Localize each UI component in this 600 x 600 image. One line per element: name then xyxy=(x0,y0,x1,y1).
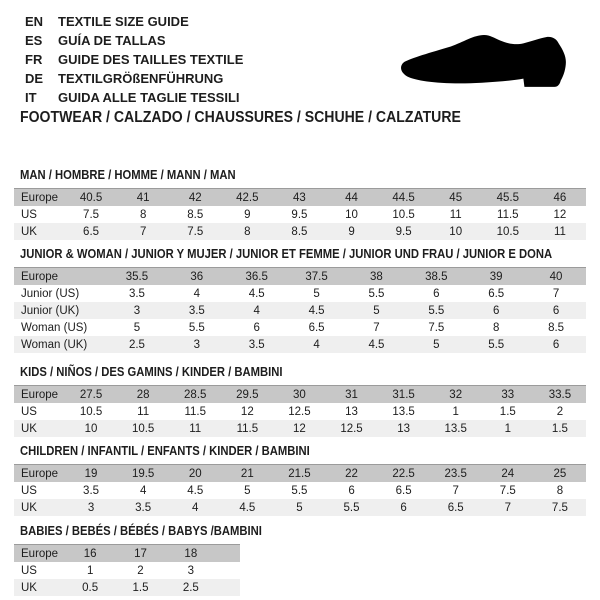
size-value: 38.5 xyxy=(425,270,448,283)
size-table-man xyxy=(14,188,586,240)
size-value: 5 xyxy=(296,501,303,514)
size-value: 8.5 xyxy=(187,208,204,221)
size-table-babies xyxy=(14,544,240,596)
size-value: 27.5 xyxy=(79,388,103,401)
row-label: Europe xyxy=(21,191,59,204)
size-value: 11.5 xyxy=(184,405,206,418)
row-label: US xyxy=(21,484,37,497)
lang-title: GUIDE DES TAILLES TEXTILE xyxy=(58,52,244,67)
size-value: 4 xyxy=(139,484,147,497)
row-label: US xyxy=(21,564,37,577)
size-value: 30 xyxy=(293,388,306,401)
size-value: 42.5 xyxy=(236,191,259,204)
size-table-section-kids xyxy=(14,366,600,437)
size-value: 10.5 xyxy=(496,225,519,238)
size-value: 19.5 xyxy=(131,467,155,480)
size-value: 24 xyxy=(501,467,515,480)
size-value: 23.5 xyxy=(444,467,467,480)
dress-shoe-icon xyxy=(399,32,569,92)
size-value: 40 xyxy=(549,270,563,283)
row-label: Europe xyxy=(21,547,59,560)
size-value: 9.5 xyxy=(291,208,308,221)
size-value: 3 xyxy=(193,338,201,351)
lang-code: FR xyxy=(25,52,43,67)
table-row xyxy=(14,223,586,240)
size-table-section-man xyxy=(14,169,600,240)
size-value: 35.5 xyxy=(125,270,149,283)
size-value: 38 xyxy=(370,270,383,283)
table-title-children: CHILDREN / INFANTIL / ENFANTS / KINDER / BAMBINI xyxy=(20,444,310,458)
legend-row-fr xyxy=(25,50,243,69)
size-value: 10 xyxy=(345,208,358,221)
size-value: 3 xyxy=(87,501,95,514)
size-value: 1 xyxy=(504,422,511,435)
size-value: 37.5 xyxy=(305,270,328,283)
size-value: 4 xyxy=(253,304,260,317)
size-value: 45.5 xyxy=(496,191,519,204)
row-label: UK xyxy=(21,581,37,594)
row-label: Woman (UK) xyxy=(21,338,88,351)
size-value: 31.5 xyxy=(392,388,415,401)
size-value: 10 xyxy=(84,422,98,435)
size-value: 12.5 xyxy=(340,422,363,435)
table-row xyxy=(14,465,586,483)
lang-code: IT xyxy=(25,90,37,105)
size-value: 44 xyxy=(345,191,358,204)
size-value: 7.5 xyxy=(551,501,568,514)
size-value: 4.5 xyxy=(308,304,325,317)
table-row xyxy=(14,285,586,302)
size-value: 5 xyxy=(133,321,141,334)
legend-row-it xyxy=(25,88,243,107)
size-value: 6 xyxy=(552,304,560,317)
size-value: 4 xyxy=(313,338,320,351)
size-value: 8 xyxy=(139,208,147,221)
size-value: 28.5 xyxy=(184,388,207,401)
size-value: 42 xyxy=(188,191,202,204)
table-row xyxy=(14,499,586,516)
size-value: 36.5 xyxy=(245,270,268,283)
table-row xyxy=(14,206,586,223)
size-value: 33.5 xyxy=(548,388,572,401)
size-value: 9 xyxy=(244,208,251,221)
size-value: 21 xyxy=(240,467,254,480)
row-label: Woman (US) xyxy=(21,321,88,334)
size-value: 6.5 xyxy=(447,501,464,514)
row-label: US xyxy=(21,208,37,221)
size-value: 6.5 xyxy=(395,484,412,497)
size-value: 11 xyxy=(189,422,202,435)
language-legend xyxy=(25,12,243,107)
size-value: 7 xyxy=(452,484,459,497)
table-row xyxy=(14,420,586,437)
size-value: 1.5 xyxy=(551,422,568,435)
size-value: 3.5 xyxy=(83,484,100,497)
size-table-children xyxy=(14,464,586,516)
size-value: 5 xyxy=(373,304,380,317)
size-value: 5.5 xyxy=(343,501,360,514)
size-value: 2.5 xyxy=(182,581,199,594)
size-value: 10.5 xyxy=(131,422,155,435)
size-value: 13.5 xyxy=(444,422,467,435)
size-value: 13 xyxy=(345,405,358,418)
size-value: 6 xyxy=(400,501,407,514)
size-table-section-babies xyxy=(14,525,600,596)
table-row xyxy=(14,579,240,596)
size-value: 7 xyxy=(504,501,511,514)
size-value: 5 xyxy=(313,287,320,300)
size-value: 2 xyxy=(556,405,564,418)
legend-row-es xyxy=(25,31,243,50)
table-row xyxy=(14,562,240,579)
size-value: 3.5 xyxy=(188,304,205,317)
table-title-man: MAN / HOMBRE / HOMME / MANN / MAN xyxy=(20,168,236,182)
size-value: 5 xyxy=(244,484,251,497)
lang-title: GUIDA ALLE TAGLIE TESSILI xyxy=(58,90,240,105)
size-value: 12.5 xyxy=(288,405,311,418)
row-label: Europe xyxy=(21,270,59,283)
lang-title: TEXTILE SIZE GUIDE xyxy=(58,14,189,29)
size-value: 5.5 xyxy=(428,304,445,317)
category-heading: FOOTWEAR / CALZADO / CHAUSSURES / SCHUHE / CALZATURE xyxy=(20,109,461,126)
table-row xyxy=(14,268,586,286)
lang-code: ES xyxy=(25,33,43,48)
size-value: 3 xyxy=(133,304,141,317)
size-value: 12 xyxy=(240,405,254,418)
size-value: 9.5 xyxy=(395,225,412,238)
size-value: 6 xyxy=(492,304,500,317)
size-value: 8.5 xyxy=(291,225,308,238)
size-value: 7 xyxy=(373,321,380,334)
size-value: 5.5 xyxy=(368,287,385,300)
size-value: 31 xyxy=(345,388,358,401)
size-value: 4.5 xyxy=(187,484,204,497)
size-value: 17 xyxy=(134,547,147,560)
size-value: 25 xyxy=(553,467,567,480)
size-value: 13 xyxy=(397,422,410,435)
size-value: 4.5 xyxy=(239,501,256,514)
size-value: 10.5 xyxy=(392,208,415,221)
table-title-kids: KIDS / NIÑOS / DES GAMINS / KINDER / BAMBINI xyxy=(20,365,283,379)
size-value: 3.5 xyxy=(135,501,152,514)
table-title-babies: BABIES / BEBÉS / BÉBÉS / BABYS /BAMBINI xyxy=(20,524,262,538)
size-value: 12 xyxy=(553,208,567,221)
size-tables xyxy=(14,169,600,596)
size-value: 2.5 xyxy=(128,338,145,351)
size-value: 4.5 xyxy=(368,338,385,351)
size-value: 11.5 xyxy=(236,422,259,435)
size-value: 3 xyxy=(187,564,195,577)
size-value: 6 xyxy=(552,338,560,351)
row-label: UK xyxy=(21,501,37,514)
lang-title: GUÍA DE TALLAS xyxy=(58,33,166,48)
size-value: 3.5 xyxy=(128,287,145,300)
size-value: 40.5 xyxy=(79,191,103,204)
size-value: 7 xyxy=(552,287,560,300)
size-value: 13.5 xyxy=(392,405,415,418)
size-value: 11 xyxy=(137,405,150,418)
size-value: 12 xyxy=(293,422,306,435)
size-table-kids xyxy=(14,385,586,437)
table-row xyxy=(14,403,586,420)
size-value: 41 xyxy=(136,191,150,204)
size-value: 8 xyxy=(244,225,251,238)
size-value: 4 xyxy=(193,287,201,300)
table-title-junior-woman: JUNIOR & WOMAN / JUNIOR Y MUJER / JUNIOR ET FEMME / JUNIOR UND FRAU / JUNIOR E DONA xyxy=(20,247,553,261)
size-value: 4.5 xyxy=(248,287,265,300)
table-row xyxy=(14,319,586,336)
size-value: 6.5 xyxy=(308,321,325,334)
row-label: US xyxy=(21,405,37,418)
size-value: 21.5 xyxy=(288,467,311,480)
lang-code: EN xyxy=(25,14,44,29)
size-value: 6.5 xyxy=(83,225,100,238)
table-row xyxy=(14,386,586,404)
size-value: 1.5 xyxy=(499,405,516,418)
size-value: 6 xyxy=(348,484,355,497)
size-value: 43 xyxy=(293,191,306,204)
size-value: 0.5 xyxy=(82,581,99,594)
lang-title: TEXTILGRÖßENFÜHRUNG xyxy=(58,71,224,86)
spacer-cell xyxy=(216,562,240,579)
size-value: 10.5 xyxy=(79,405,103,418)
row-label: UK xyxy=(21,225,37,238)
size-table-section-children xyxy=(14,445,600,516)
size-value: 8 xyxy=(556,484,564,497)
legend-row-de xyxy=(25,69,243,88)
size-value: 22 xyxy=(345,467,358,480)
size-table-section-junior-woman xyxy=(14,248,600,353)
size-value: 4 xyxy=(192,501,199,514)
size-value: 5.5 xyxy=(188,321,205,334)
size-value: 11 xyxy=(449,208,462,221)
size-value: 8.5 xyxy=(548,321,565,334)
size-value: 46 xyxy=(553,191,567,204)
size-value: 5.5 xyxy=(488,338,505,351)
size-value: 5.5 xyxy=(291,484,308,497)
size-value: 32 xyxy=(449,388,463,401)
size-value: 6.5 xyxy=(488,287,505,300)
row-label: Europe xyxy=(21,388,59,401)
spacer-cell xyxy=(216,545,240,563)
size-value: 20 xyxy=(188,467,202,480)
size-value: 8 xyxy=(492,321,500,334)
size-value: 7.5 xyxy=(83,208,100,221)
size-value: 1 xyxy=(86,564,94,577)
table-row xyxy=(14,302,586,319)
lang-code: DE xyxy=(25,71,44,86)
size-value: 2 xyxy=(137,564,144,577)
table-row xyxy=(14,336,586,353)
size-value: 22.5 xyxy=(392,467,415,480)
size-value: 6 xyxy=(433,287,440,300)
size-value: 19 xyxy=(84,467,98,480)
size-value: 39 xyxy=(489,270,503,283)
size-value: 6 xyxy=(253,321,260,334)
size-value: 11 xyxy=(553,225,566,238)
size-value: 7 xyxy=(139,225,147,238)
size-value: 18 xyxy=(184,547,198,560)
row-label: Junior (US) xyxy=(21,287,80,300)
size-value: 44.5 xyxy=(392,191,415,204)
size-value: 29.5 xyxy=(236,388,259,401)
size-value: 9 xyxy=(348,225,355,238)
size-value: 33 xyxy=(501,388,515,401)
size-value: 1.5 xyxy=(132,581,149,594)
size-value: 28 xyxy=(136,388,150,401)
size-value: 10 xyxy=(449,225,463,238)
size-value: 11.5 xyxy=(497,208,519,221)
size-table-junior-woman xyxy=(14,267,586,353)
spacer-cell xyxy=(216,579,240,596)
size-value: 36 xyxy=(190,270,204,283)
table-row xyxy=(14,189,586,207)
size-value: 3.5 xyxy=(248,338,265,351)
table-row xyxy=(14,482,586,499)
size-value: 7.5 xyxy=(428,321,445,334)
size-value: 1 xyxy=(452,405,459,418)
size-value: 5 xyxy=(433,338,440,351)
size-value: 7.5 xyxy=(187,225,204,238)
legend-row-en xyxy=(25,12,243,31)
table-row xyxy=(14,545,240,563)
size-value: 16 xyxy=(83,547,97,560)
size-value: 45 xyxy=(449,191,463,204)
size-value: 7.5 xyxy=(499,484,516,497)
row-label: Junior (UK) xyxy=(21,304,80,317)
row-label: UK xyxy=(21,422,37,435)
row-label: Europe xyxy=(21,467,59,480)
